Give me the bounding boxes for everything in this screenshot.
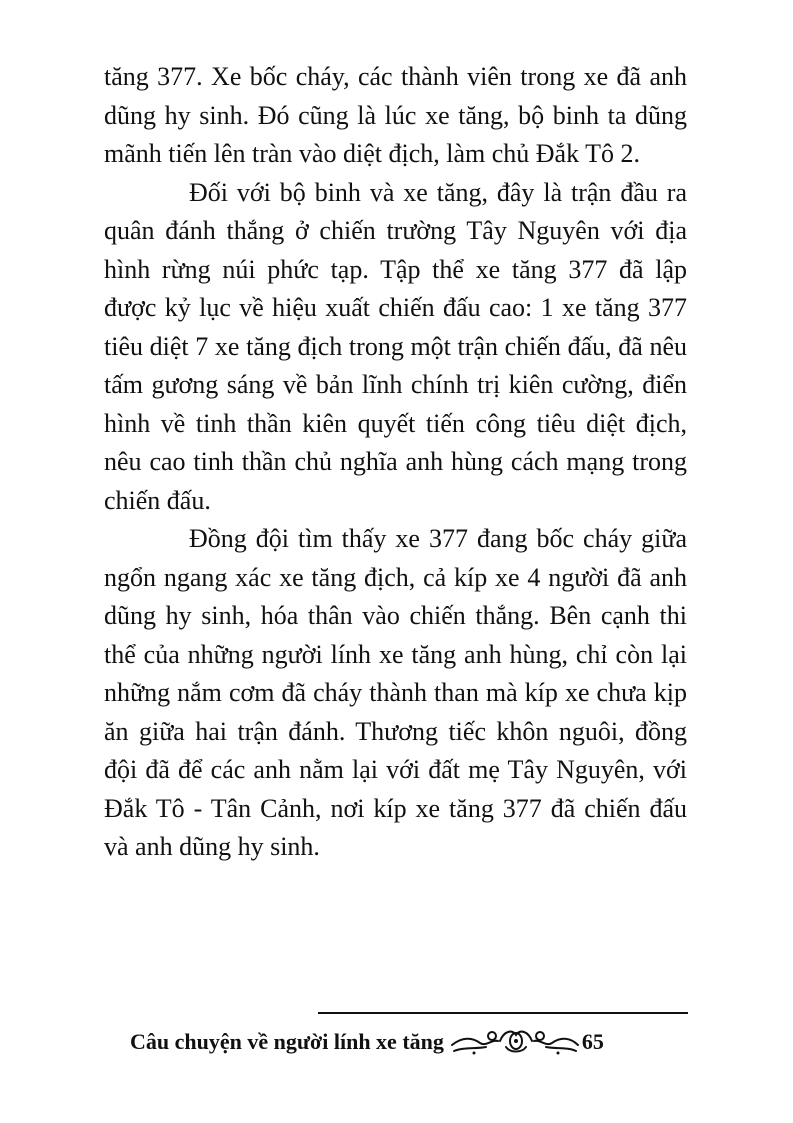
page-number: 65 [581,1029,604,1054]
paragraph-3: Đồng đội tìm thấy xe 377 đang bốc cháy giữa ngổn ngang xác xe tăng địch, cả kíp xe 4 người đã anh dũng hy sinh, hóa thân vào chiến thắng. Bên cạnh thi thể của những người lính xe tăng anh hùng, chỉ còn lại những nắm cơm đã cháy thành than mà kíp xe chưa kịp ăn giữa hai trận đánh. Thương tiếc khôn nguôi, đồng đội đã để các anh nằm lại với đất mẹ Tây Nguyên, với Đắk Tô - Tân Cảnh, nơi kíp xe tăng 377 đã chiến đấu và anh dũng hy sinh. [104,524,687,861]
page-body [104,58,687,867]
running-title: Câu chuyện về người lính xe tăng [130,1029,444,1054]
decorative-flourish-icon [450,1025,580,1059]
paragraph-2: Đối với bộ binh và xe tăng, đây là trận đầu ra quân đánh thắng ở chiến trường Tây Nguyên với địa hình rừng núi phức tạp. Tập thể xe tăng 377 đã lập được kỷ lục về hiệu xuất chiến đấu cao: 1 xe tăng 377 tiêu diệt 7 xe tăng địch trong một trận chiến đấu, đã nêu tấm gương sáng về bản lĩnh chính trị kiên cường, điển hình về tinh thần kiên quyết tiến công tiêu diệt địch, nêu cao tinh thần chủ nghĩa anh hùng cách mạng trong chiến đấu. [104,177,687,515]
page-footer [130,1022,688,1062]
footer-rule [318,1012,688,1014]
paragraph-1: tăng 377. Xe bốc cháy, các thành viên trong xe đã anh dũng hy sinh. Đó cũng là lúc xe tăng, bộ binh ta dũng mãnh tiến lên tràn vào diệt địch, làm chủ Đắk Tô 2. [104,62,687,168]
